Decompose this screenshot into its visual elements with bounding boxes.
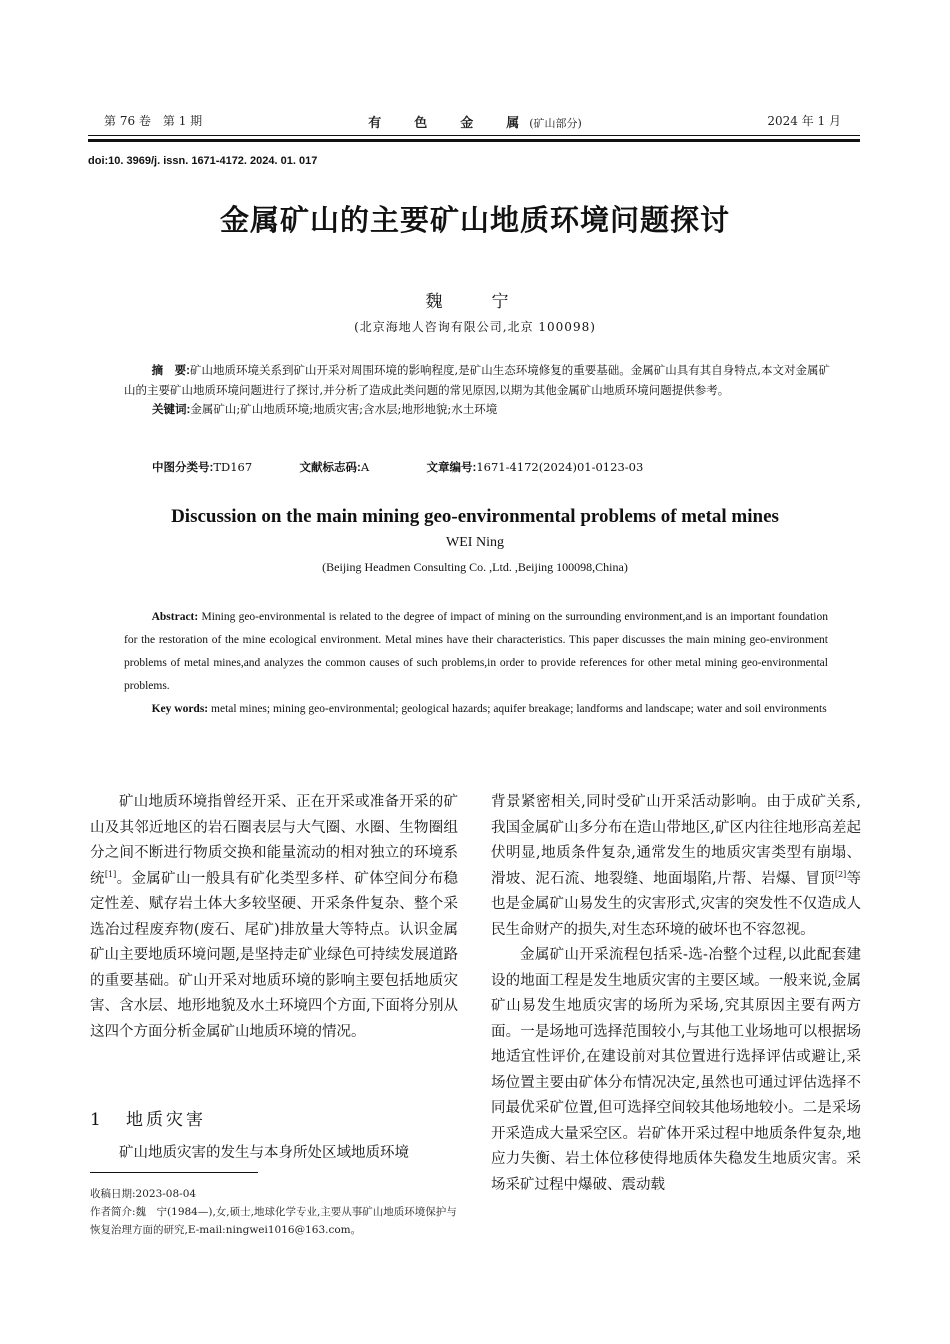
footnote-rule	[90, 1172, 258, 1173]
abstract-en-text: Mining geo-environmental is related to the degree of impact of mining on the surrounding environment,and is an important foundation for the restoration of the mine ecological environment. Metal mines have their characteristics. This paper discusses the main mining geo-environment problems of metal mines,and analyzes the common causes of such problems,in order to provide references for other metal mining geo-environmental problems.	[124, 611, 828, 692]
abstract-zh-text: 矿山地质环境关系到矿山开采对周围环境的影响程度,是矿山生态环境修复的重要基础。金属矿山具有其自身特点,本文对金属矿山的主要矿山地质环境问题进行了探讨,并分析了造成此类问题的常见原因,以期为其他金属矿山地质环境问题提供参考。	[124, 363, 830, 397]
article-no-label: 文章编号:	[426, 462, 477, 474]
affiliation-zh: (北京海地人咨询有限公司,北京 100098)	[354, 320, 596, 334]
header-rule-thick	[88, 139, 860, 142]
clc-value: TD167	[213, 460, 253, 474]
citation-1[interactable]: [1]	[104, 869, 117, 879]
intro-paragraph	[90, 790, 458, 1045]
journal-section: (矿山部分)	[529, 117, 582, 130]
cont-text-a: 背景紧密相关,同时受矿山开采活动影响。由于成矿关系,我国金属矿山多分布在造山带地区,矿区内往往地形高差起伏明显,地质条件复杂,通常发生的地质灾害类型有崩塌、滑坡、泥石流、地裂缝、地面塌陷,片帮、岩爆、冒顶	[491, 794, 861, 887]
affiliation-en: (Beijing Headmen Consulting Co. ,Ltd. ,Beijing 100098,China)	[322, 560, 628, 574]
running-header-date: 2024 年 1 月	[767, 114, 841, 128]
footnote-received: 收稿日期:2023-08-04	[90, 1188, 197, 1200]
paper-title-zh: 金属矿山的主要矿山地质环境问题探讨	[219, 203, 730, 237]
abstract-en	[124, 606, 828, 721]
abstract-zh	[124, 361, 830, 420]
doi: doi:10. 3969/j. issn. 1671-4172. 2024. 01. 017	[88, 155, 318, 167]
journal-title: 有 色 金 属	[368, 116, 530, 131]
header-rule-thin	[88, 135, 860, 136]
author-zh: 魏 宁	[425, 292, 525, 312]
classification-row	[152, 459, 643, 475]
keywords-en	[124, 698, 828, 721]
paper-title-en: Discussion on the main mining geo-environmental problems of metal mines	[171, 506, 779, 527]
keywords-zh	[124, 400, 830, 420]
intro-text-a: 矿山地质环境指曾经开采、正在开采或准备开采的矿山及其邻近地区的岩石圈表层与大气圈、水圈、生物圈组分之间不断进行物质交换和能量流动的相对独立的环境系统	[90, 794, 458, 887]
abstract-en-label: Abstract:	[151, 611, 199, 623]
continued-paragraph	[491, 790, 861, 943]
running-header-volume: 第 76 卷 第 1 期	[104, 114, 203, 128]
author-en: WEI Ning	[446, 535, 504, 550]
section-number: 1	[90, 1110, 104, 1130]
clc-label: 中图分类号:	[152, 462, 214, 474]
doc-code-label: 文献标志码:	[299, 462, 361, 474]
section-title: 地质灾害	[126, 1110, 206, 1130]
footnote	[90, 1185, 462, 1239]
abstract-en-body	[124, 606, 828, 698]
section-heading-1	[90, 1105, 206, 1130]
abstract-zh-body	[124, 361, 830, 400]
keywords-en-label: Key words:	[151, 703, 209, 715]
section-1-text: 矿山地质灾害的发生与本身所处区域地质环境	[119, 1145, 409, 1161]
cont-text-b: 等也是金属矿山易发生的灾害形式,灾害的突发性不仅造成人民生命财产的损失,对生态环境的破坏也不容忽视。	[491, 870, 862, 938]
keywords-en-text: metal mines; mining geo-environmental; geological hazards; aquifer breakage; landforms and landscape; water and soil environments	[211, 703, 827, 715]
keywords-zh-label: 关键词:	[152, 404, 191, 416]
keywords-zh-text: 金属矿山;矿山地质环境;地质灾害;含水层;地形地貌;水土环境	[190, 402, 498, 416]
abstract-zh-label: 摘 要:	[151, 365, 190, 377]
citation-2[interactable]: [2]	[834, 869, 847, 879]
footnote-bio: 作者简介:魏 宁(1984—),女,硕士,地球化学专业,主要从事矿山地质环境保护与恢复治理方面的研究,E-mail:ningwei1016@163.com。	[90, 1206, 457, 1236]
paragraph-2: 金属矿山开采流程包括采-选-冶整个过程,以此配套建设的地面工程是发生地质灾害的主要区域。一般来说,金属矿山易发生地质灾害的场所为采场,究其原因主要有两方面。一是场地可选择范围较小,与其他工业场地可以根据场地适宜性评价,在建设前对其位置进行选择评估或避让,采场位置主要由矿体分布情况决定,虽然也可通过评估选择不同最优采矿位置,但可选择空间较其他场地较小。二是采场开采造成大量采空区。岩矿体开采过程中地质条件复杂,地应力失衡、岩土体位移使得地质体失稳发生地质灾害。采场采矿过程中爆破、震动载	[491, 947, 861, 1193]
body-column-right	[491, 790, 861, 1198]
intro-text-b: 。金属矿山一般具有矿化类型多样、矿体空间分布稳定性差、赋存岩土体大多较坚硬、开采条件复杂、整个采选冶过程废弃物(废石、尾矿)排放量大等特点。认识金属矿山主要地质环境问题,是坚持走矿业绿色可持续发展道路的重要基础。矿山开采对地质环境的影响主要包括地质灾害、含水层、地形地貌及水土环境四个方面,下面将分别从这四个方面分析金属矿山地质环境的情况。	[90, 870, 459, 1040]
body-column-left	[90, 790, 458, 1045]
doc-code-value: A	[360, 460, 370, 474]
article-no-value: 1671-4172(2024)01-0123-03	[476, 460, 644, 474]
